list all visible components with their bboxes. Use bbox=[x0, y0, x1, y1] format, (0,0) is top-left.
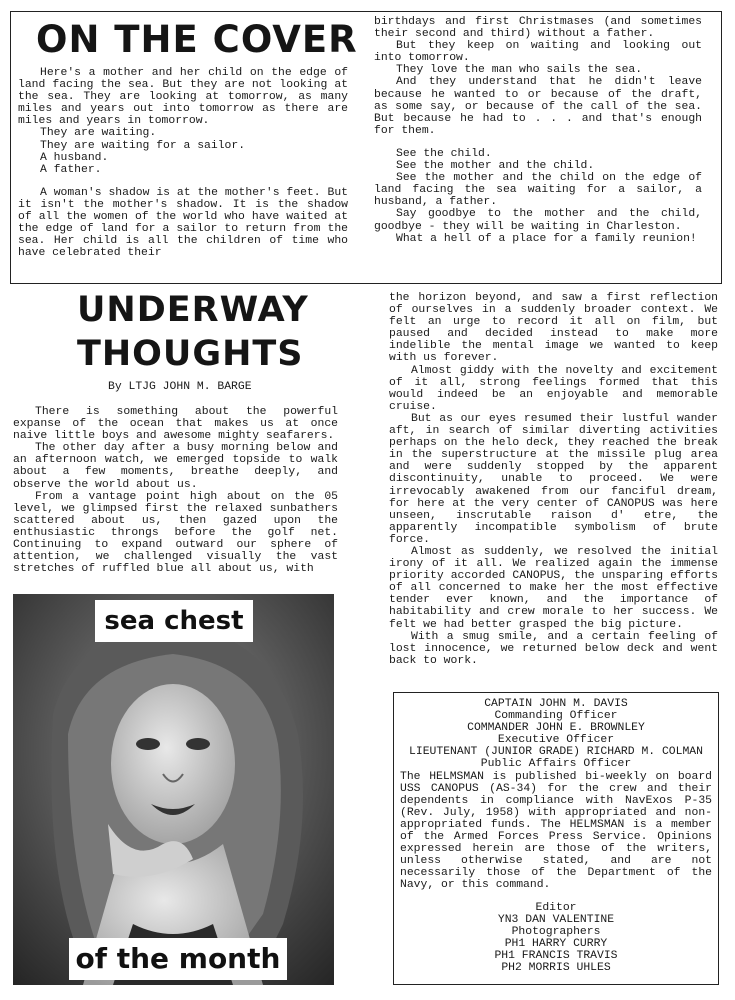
cover-right-paragraph: What a hell of a place for a family reunion! bbox=[396, 232, 697, 245]
masthead-credit-line: PH1 HARRY CURRY bbox=[504, 937, 608, 950]
masthead-staff-line: Public Affairs Officer bbox=[480, 758, 632, 771]
masthead-staff-line: COMMANDER JOHN E. BROWNLEY bbox=[467, 722, 645, 735]
masthead-description bbox=[400, 771, 712, 892]
cover-left-paragraph: A father. bbox=[40, 163, 102, 176]
underway-right-paragraph: the horizon beyond, and saw a first reflection of ourselves in a suddenly broader context. We felt an urge to record it all on film, but paused and decided instead to make more indelible the mental image we wanted to keep with us forever. bbox=[389, 292, 718, 365]
underway-right-paragraph: But as our eyes resumed their lustful wander aft, in search of similar diverting activities perhaps on the helo deck, they reached the break in the superstructure at the missile plug area and were suddenly stopped by the apparent discontinuity, unable to proceed. We were irrevocably awakened from our fanciful dream, for here at the very center of CANOPUS was here unseen, inscrutable raison d' etre, the apparently incompatible symbolism of brute force. bbox=[389, 412, 718, 546]
masthead-description-text: The HELMSMAN is published bi-weekly on board USS CANOPUS (AS-34) for the crew and their dependents in compliance with NavExos P-35 (Rev. July, 1958) with appropriated and non-appropriated funds. The HELMSMAN is a member of the Armed Forces Press Service. Opinions expressed herein are those of the writers, unless otherwise stated, and are not necessarily those of the Department of the Navy, or this command. bbox=[400, 770, 712, 892]
underway-left-paragraph: The other day after a busy morning below and an afternoon watch, we emerged topside to walk about a few moments, breathe deeply, and observe the world about us. bbox=[13, 442, 338, 491]
woman-portrait-image bbox=[13, 594, 334, 985]
underway-right-column bbox=[389, 292, 718, 667]
underway-left-paragraph: From a vantage point high about on the 05 level, we glimpsed first the relaxed sunbathers scattered about us, then gazed upon the enthusiastic throngs before the golf net. Continuing to expand outward our sphere of attention, we challenged visually the vast stretches of ruffled blue all about us, with bbox=[13, 490, 338, 576]
cover-right-column bbox=[374, 16, 702, 245]
sea-chest-label-text: sea chest bbox=[104, 606, 244, 636]
masthead-credit-line: PH2 MORRIS UHLES bbox=[501, 961, 611, 974]
cover-left-paragraph: They are waiting. bbox=[40, 127, 157, 140]
cover-right-paragraph: But they keep on waiting and looking out into tomorrow. bbox=[374, 40, 702, 65]
underway-byline: By LTJG JOHN M. BARGE bbox=[108, 381, 252, 393]
cover-left-paragraph: A woman's shadow is at the mother's feet. But it isn't the mother's shadow. It is the shadow of all the women of the world who have waited at the edge of land for a sailor to return from the sea. Her child is all the children of time who have celebrated their bbox=[18, 186, 348, 260]
masthead-credit-line: Photographers bbox=[511, 925, 601, 938]
masthead-staff-line: CAPTAIN JOHN M. DAVIS bbox=[484, 698, 628, 710]
cover-right-paragraph: See the child. bbox=[396, 147, 492, 160]
of-the-month-label bbox=[69, 938, 287, 980]
masthead-staff-line: Executive Officer bbox=[497, 734, 615, 747]
cover-right-paragraph: See the mother and the child. bbox=[396, 160, 595, 173]
underway-right-paragraph: Almost giddy with the novelty and excitement of it all, strong feelings formed that this would indeed be an enjoyable and memorable cruise. bbox=[389, 364, 718, 413]
cover-left-column bbox=[18, 67, 348, 259]
underway-right-paragraph: With a smug smile, and a certain feeling of lost innocence, we returned below deck and went back to work. bbox=[389, 630, 718, 667]
masthead-credit-line: PH1 FRANCIS TRAVIS bbox=[494, 949, 618, 962]
cover-left-paragraph: A husband. bbox=[40, 151, 109, 164]
cover-right-paragraph: They love the man who sails the sea. bbox=[396, 64, 643, 77]
masthead-credit-line: YN3 DAN VALENTINE bbox=[497, 913, 615, 926]
sea-chest-photo bbox=[13, 594, 334, 985]
underway-title-line2: THOUGHTS bbox=[77, 334, 304, 374]
cover-title: ON THE COVER bbox=[36, 18, 358, 61]
masthead-staff bbox=[400, 698, 712, 771]
masthead-staff-line: Commanding Officer bbox=[494, 710, 618, 723]
cover-left-paragraph: They are waiting for a sailor. bbox=[40, 139, 246, 152]
of-the-month-label-text: of the month bbox=[75, 942, 281, 975]
cover-left-paragraph: Here's a mother and her child on the edge of land facing the sea. But they are not looking at the sea. They are looking at tomorrow, as many miles and years out into tomorrow as there are miles and years in tomorrow. bbox=[18, 67, 348, 128]
sea-chest-label bbox=[95, 600, 253, 642]
masthead-staff-line: LIEUTENANT (JUNIOR GRADE) RICHARD M. COLMAN bbox=[409, 746, 703, 759]
cover-right-paragraph: And they understand that he didn't leave because he wanted to or because of the draft, as some say, or because of the call of the sea. But because he had to . . . and that's enough for them. bbox=[374, 76, 702, 137]
underway-right-paragraph: Almost as suddenly, we resolved the initial irony of it all. We realized again the immense priority accorded CANOPUS, the unsparing efforts of all concerned to make her the most effective tender ever known, and the importance of habitability and crew morale to her success. We felt we had better grasped the big picture. bbox=[389, 545, 718, 631]
cover-right-paragraph: Say goodbye to the mother and the child, goodbye - they will be waiting in Charleston. bbox=[374, 208, 702, 233]
masthead-credits bbox=[400, 902, 712, 975]
cover-right-paragraph: birthdays and first Christmases (and sometimes their second and third) without a father. bbox=[374, 16, 702, 41]
underway-left-paragraph: There is something about the powerful expanse of the ocean that makes us at once naive little boys and awesome mighty seafarers. bbox=[13, 406, 338, 443]
masthead-box bbox=[393, 692, 719, 985]
underway-title-line1: UNDERWAY bbox=[77, 290, 309, 330]
underway-left-column bbox=[13, 406, 338, 575]
cover-right-paragraph: See the mother and the child on the edge of land facing the sea waiting for a sailor, a husband, a father. bbox=[374, 172, 702, 209]
masthead-credit-line: Editor bbox=[535, 901, 577, 914]
